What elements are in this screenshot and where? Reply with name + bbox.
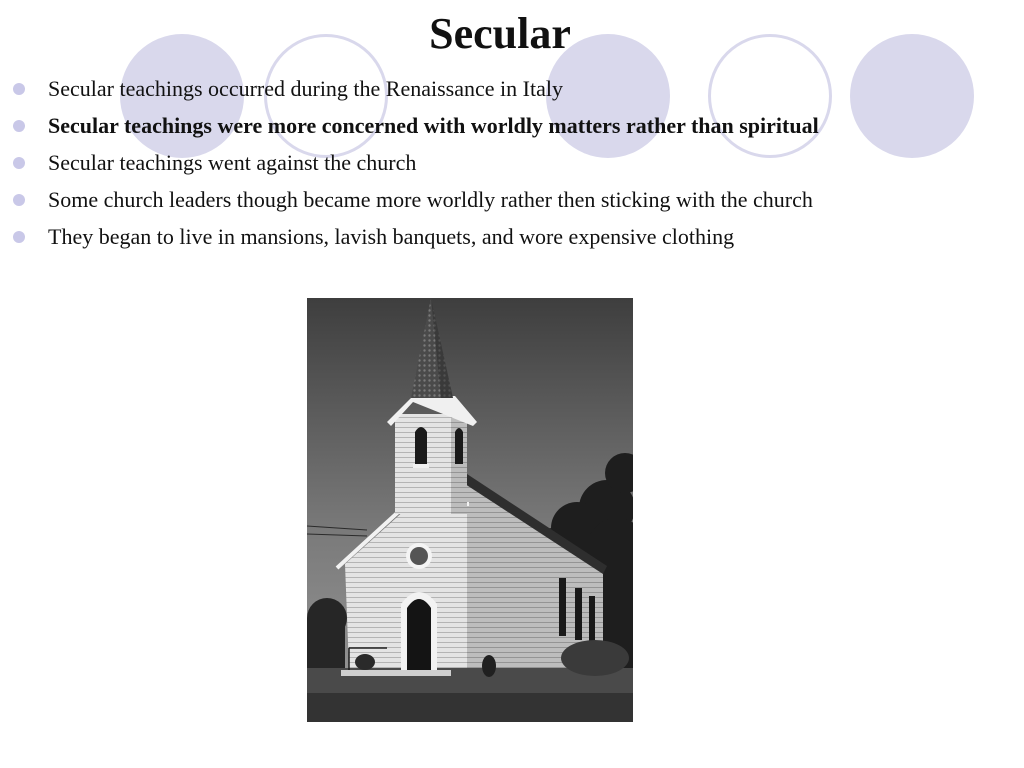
bullet-item: [0, 144, 819, 181]
bullet-dot-icon: [13, 157, 25, 169]
bullet-list: [0, 70, 819, 255]
bullet-item: [0, 70, 819, 107]
bullet-item: [0, 107, 819, 144]
bullet-dot-icon: [13, 194, 25, 206]
bullet-text: Secular teachings were more concerned with worldly matters rather than spiritual: [48, 113, 819, 138]
church-illustration: [307, 298, 633, 722]
bullet-dot-icon: [13, 83, 25, 95]
bullet-dot-icon: [13, 231, 25, 243]
bullet-text: Some church leaders though became more worldly rather then sticking with the church: [48, 187, 813, 212]
bullet-item: [0, 181, 819, 218]
bullet-dot-icon: [13, 120, 25, 132]
bullet-item: [0, 218, 819, 255]
slide-title: Secular: [429, 9, 571, 58]
church-photo: [307, 298, 633, 722]
bullet-text: Secular teachings went against the church: [48, 150, 417, 175]
bullet-text: They began to live in mansions, lavish banquets, and wore expensive clothing: [48, 224, 735, 249]
bullet-text: Secular teachings occurred during the Renaissance in Italy: [48, 76, 563, 101]
